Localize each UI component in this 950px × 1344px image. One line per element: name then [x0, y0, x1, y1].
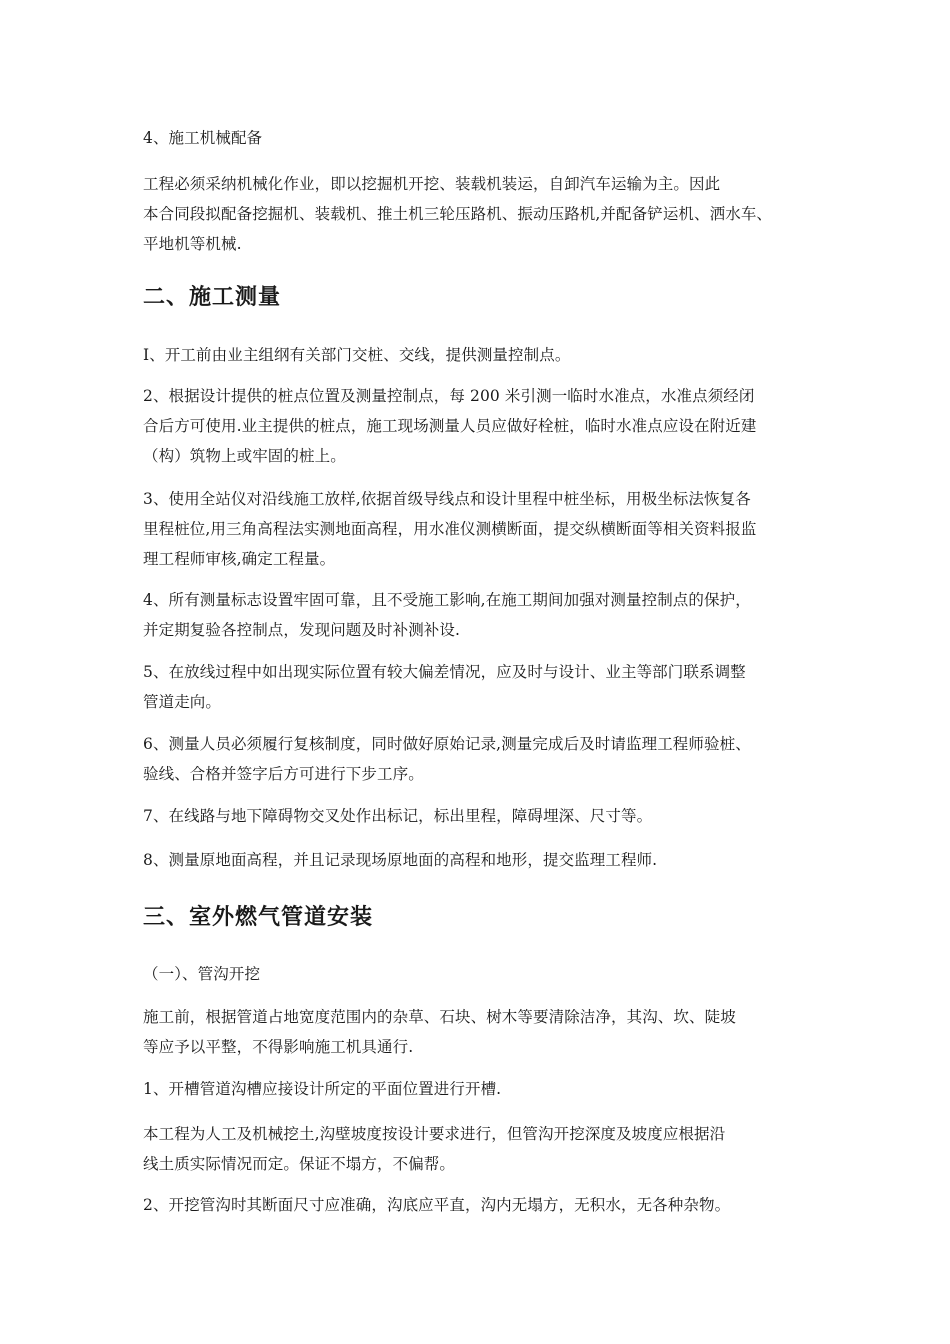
list-item-continued: 并定期复验各控制点，发现问题及时补测补设. [143, 621, 461, 639]
paragraph-line: 线土质实际情况而定。保证不塌方，不偏帮。 [143, 1155, 456, 1173]
list-item: 2、开挖管沟时其断面尺寸应准确，沟底应平直，沟内无塌方，无积水，无各种杂物。 [143, 1196, 731, 1214]
list-item-continued: 合后方可使用.业主提供的桩点，施工现场测量人员应做好栓桩，临时水准点应设在附近建 [143, 417, 757, 435]
list-item-continued: 验线、合格并签字后方可进行下步工序。 [143, 765, 424, 783]
list-item: 4、所有测量标志设置牢固可靠，且不受施工影响,在施工期间加强对测量控制点的保护， [143, 591, 751, 609]
section-4-title: 4、施工机械配备 [143, 129, 263, 147]
list-item: 5、在放线过程中如出现实际位置有较大偏差情况，应及时与设计、业主等部门联系调整 [143, 663, 746, 681]
heading-gas-pipeline: 三、室外燃气管道安装 [143, 905, 374, 930]
heading-survey: 二、施工测量 [143, 285, 282, 310]
paragraph-line: 本合同段拟配备挖掘机、装载机、推土机三轮压路机、振动压路机,并配备铲运机、洒水车、 [143, 205, 773, 223]
list-item: 7、在线路与地下障碍物交叉处作出标记，标出里程，障碍埋深、尺寸等。 [143, 807, 653, 825]
list-item: 2、根据设计提供的桩点位置及测量控制点，每 200 米引测一临时水准点，水准点须经闭 [143, 387, 755, 405]
list-item: 8、测量原地面高程，并且记录现场原地面的高程和地形，提交监理工程师. [143, 851, 658, 869]
list-item-continued: 管道走向。 [143, 693, 222, 711]
paragraph-line: 等应予以平整，不得影响施工机具通行. [143, 1038, 414, 1056]
list-item-continued: （构）筑物上或牢固的桩上。 [143, 447, 346, 465]
list-item: 3、使用全站仪对沿线施工放样,依据首级导线点和设计里程中桩坐标，用极坐标法恢复各 [143, 490, 751, 508]
list-item: I、开工前由业主组纲有关部门交桩、交线，提供测量控制点。 [143, 346, 571, 364]
list-item: 6、测量人员必须履行复核制度，同时做好原始记录,测量完成后及时请监理工程师验桩、 [143, 735, 751, 753]
list-item-continued: 里程桩位,用三角高程法实测地面高程，用水准仪测横断面，提交纵横断面等相关资料报监 [143, 520, 757, 538]
paragraph-line: 工程必须采纳机械化作业，即以挖掘机开挖、装载机装运，自卸汽车运输为主。因此 [143, 175, 721, 193]
paragraph-line: 平地机等机械. [143, 235, 242, 253]
paragraph-line: 本工程为人工及机械挖土,沟壁坡度按设计要求进行，但管沟开挖深度及坡度应根据沿 [143, 1125, 726, 1143]
paragraph-line: 施工前，根据管道占地宽度范围内的杂草、石块、树木等要清除洁净，其沟、坎、陡坡 [143, 1008, 736, 1026]
list-item-continued: 理工程师审核,确定工程量。 [143, 550, 336, 568]
list-item: 1、开槽管道沟槽应接设计所定的平面位置进行开槽. [143, 1080, 502, 1098]
subheading-trench: （一）、管沟开挖 [143, 965, 261, 983]
